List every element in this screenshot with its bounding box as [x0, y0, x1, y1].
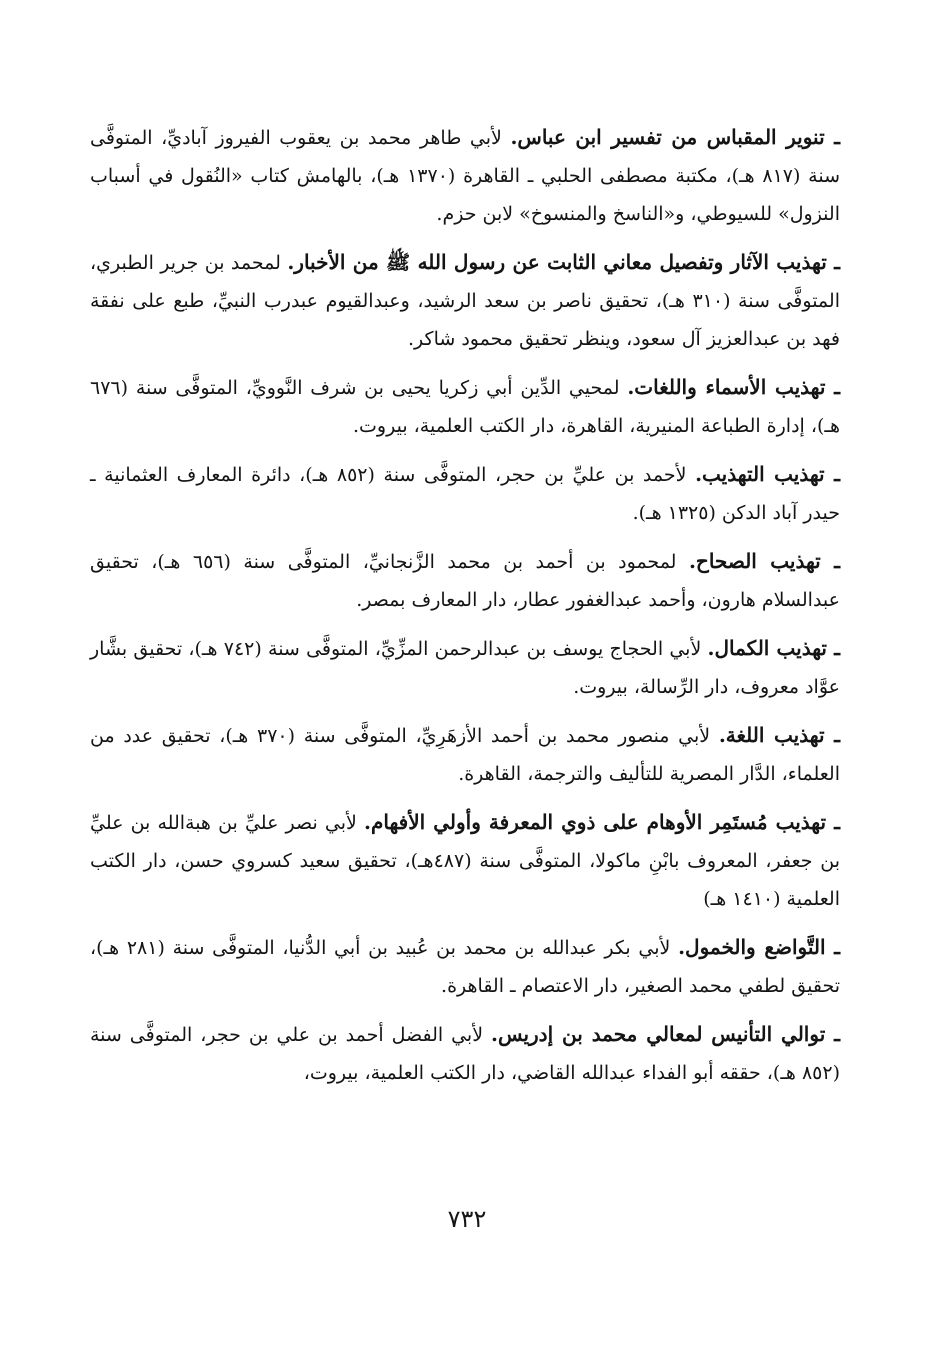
entry-body: لأبي نصر عليِّ بن هبةالله بن عليِّ بن جعفر، المعروف بابْنِ ماكولا، المتوفَّى سنة (٤٨٧هـ)، تحقيق سعيد كسروي حسن، دار الكتب العلمية (١٤١٠ هـ)	[90, 812, 840, 910]
entry-title: ـ تهذيب الآثار وتفصيل معاني الثابت عن رسول الله ﷺ من الأخبار.	[287, 250, 840, 274]
entry-body: لأبي طاهر محمد بن يعقوب الفيروز آباديِّ، المتوفَّى سنة (٨١٧ هـ)، مكتبة مصطفى الحلبي ـ القاهرة (١٣٧٠ هـ)، بالهامش كتاب «النُقول في أسباب النزول» للسيوطي، و«الناسخ والمنسوخ» لابن حزم.	[90, 127, 840, 225]
entry-body: لمحمود بن أحمد بن محمد الزَّنجانيِّ، المتوفَّى سنة (٦٥٦ هـ)، تحقيق عبدالسلام هارون، وأحمد عبدالغفور عطار، دار المعارف بمصر.	[90, 551, 840, 611]
entry-title: ـ التَّواضع والخمول.	[678, 935, 841, 959]
entry-title: ـ تنوير المقباس من تفسير ابن عباس.	[510, 125, 840, 149]
entry-title: ـ تهذيب الكمال.	[707, 636, 840, 660]
bibliography-entry	[90, 368, 840, 445]
entry-title: ـ تهذيب اللغة.	[718, 723, 840, 747]
entry-title: ـ تهذيب الصحاح.	[688, 549, 841, 573]
entry-title: ـ تهذيب الأسماء واللغات.	[627, 375, 841, 399]
bibliography-entry	[90, 716, 840, 793]
entry-title: ـ تهذيب مُستَمِر الأوهام على ذوي المعرفة وأولي الأفهام.	[364, 810, 840, 834]
bibliography-entry	[90, 542, 840, 619]
entry-title: ـ تهذيب التهذيب.	[695, 462, 840, 486]
entry-body: لأبي الحجاج يوسف بن عبدالرحمن المزِّيِّ، المتوفَّى سنة (٧٤٢ هـ)، تحقيق بشَّار عوَّاد معروف، دار الرِّسالة، بيروت.	[90, 638, 840, 698]
page-number: ٧٣٢	[447, 1205, 487, 1233]
entry-body: لأبي الفضل أحمد بن علي بن حجر، المتوفَّى سنة (٨٥٢ هـ)، حققه أبو الفداء عبدالله القاضي، دار الكتب العلمية، بيروت،	[90, 1024, 840, 1084]
bibliography-entry	[90, 455, 840, 532]
bibliography-entry	[90, 928, 840, 1005]
entry-body: لمحيي الدِّين أبي زكريا يحيى بن شرف النَّوويِّ، المتوفَّى سنة (٦٧٦ هـ)، إدارة الطباعة المنيرية، القاهرة، دار الكتب العلمية، بيروت.	[90, 377, 840, 437]
bibliography-page	[90, 118, 840, 1102]
bibliography-entry	[90, 629, 840, 706]
bibliography-entry	[90, 243, 840, 358]
entry-body: لمحمد بن جرير الطبري، المتوفَّى سنة (٣١٠ هـ)، تحقيق ناصر بن سعد الرشيد، وعبدالقيوم عبدرب النبيِّ، طبع على نفقة فهد بن عبدالعزيز آل سعود، وينظر تحقيق محمود شاكر.	[90, 252, 840, 350]
bibliography-entry	[90, 803, 840, 918]
entry-body: لأحمد بن عليِّ بن حجر، المتوفَّى سنة (٨٥٢ هـ)، دائرة المعارف العثمانية ـ حيدر آباد الدكن (١٣٢٥ هـ).	[90, 464, 840, 524]
entry-title: ـ توالي التأنيس لمعالي محمد بن إدريس.	[491, 1022, 840, 1046]
entry-body: لأبي منصور محمد بن أحمد الأزهَرِيِّ، المتوفَّى سنة (٣٧٠ هـ)، تحقيق عدد من العلماء، الدَّار المصرية للتأليف والترجمة، القاهرة.	[90, 725, 840, 785]
bibliography-entry	[90, 1015, 840, 1092]
bibliography-entry	[90, 118, 840, 233]
entry-body: لأبي بكر عبدالله بن محمد بن عُبيد بن أبي الدُّنيا، المتوفَّى سنة (٢٨١ هـ)، تحقيق لطفي محمد الصغير، دار الاعتصام ـ القاهرة.	[90, 937, 840, 997]
